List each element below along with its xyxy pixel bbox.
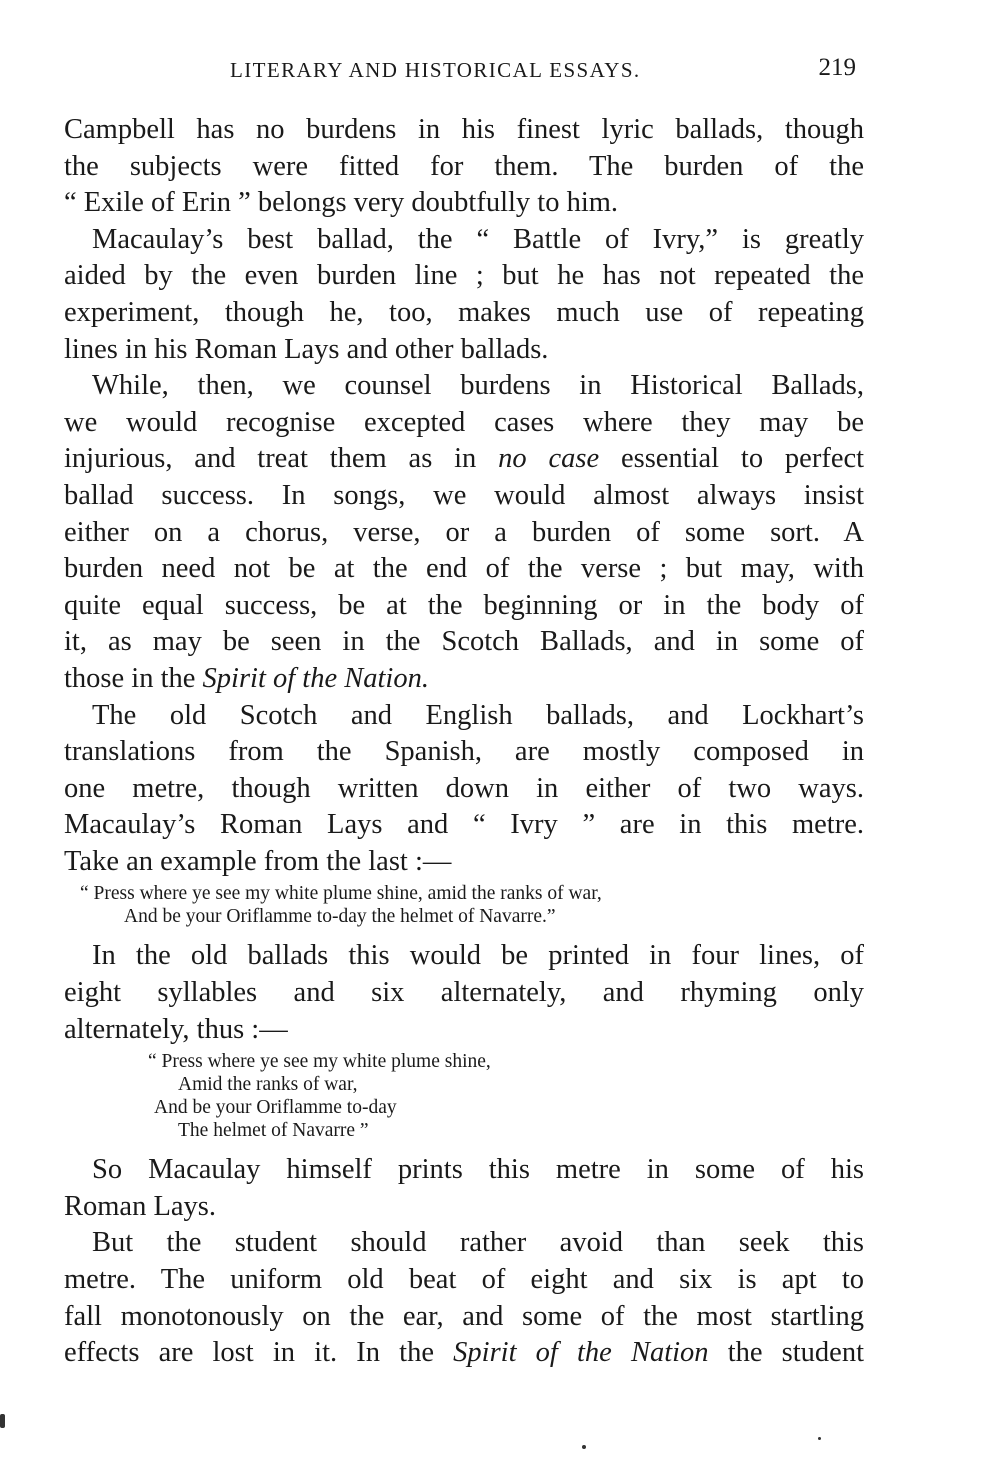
text-line-mixed: [64, 441, 864, 478]
text-line: metre. The uniform old beat of eight and six is apt to: [64, 1264, 864, 1296]
scan-speck: [818, 1437, 821, 1440]
text-line: So Macaulay himself prints this metre in some of his: [92, 1154, 864, 1186]
paragraph-metre: [64, 698, 864, 881]
text-line: “ Exile of Erin ” belongs very doubtfully to him.: [64, 187, 619, 219]
text-line: Macaulay’s best ballad, the “ Battle of Ivry,” is greatly: [92, 223, 864, 255]
quote-line: And be your Oriflamme to-day: [154, 1097, 397, 1119]
text-line: eight syllables and six alternately, and rhyming only: [64, 977, 864, 1009]
scan-speck: [582, 1445, 586, 1449]
text-line: alternately, thus :—: [64, 1013, 288, 1045]
text-line: translations from the Spanish, are mostly composed in: [64, 736, 864, 768]
italic-spirit-of-the-nation: Spirit of the Nation.: [202, 662, 429, 694]
text-segment: effects are lost in it. In the: [64, 1337, 434, 1369]
italic-spirit-of-the-nation: Spirit of the Nation: [453, 1337, 709, 1369]
text-line: Take an example from the last :—: [64, 845, 452, 877]
paragraph-macaulay: [64, 222, 864, 368]
text-line: the subjects were fitted for them. The burden of the: [64, 150, 864, 182]
paragraph-student: [64, 1225, 864, 1371]
text-line: But the student should rather avoid than seek this: [92, 1227, 864, 1259]
paragraph-old-ballads: [64, 938, 864, 1048]
running-head: LITERARY AND HISTORICAL ESSAYS.: [230, 58, 641, 82]
text-line: Campbell has no burdens in his finest lyric ballads, though: [64, 114, 864, 145]
text-line: aided by the even burden line ; but he has not repeated the: [64, 260, 864, 292]
quote-line: “ Press where ye see my white plume shine, amid the ranks of war,: [80, 883, 602, 905]
quote-four-lines: [148, 1050, 864, 1142]
quote-two-lines: [80, 882, 864, 928]
scan-speck: [0, 1414, 5, 1428]
quote-line: The helmet of Navarre ”: [178, 1120, 369, 1142]
italic-no-case: no case: [498, 443, 600, 475]
body-text: [64, 112, 864, 1372]
page-number: 219: [818, 54, 856, 81]
paragraph-macaulay-prints: [64, 1152, 864, 1225]
text-segment: injurious, and treat them as in: [64, 443, 477, 475]
text-line: burden need not be at the end of the verse ; but may, with: [64, 553, 864, 585]
text-line: it, as may be seen in the Scotch Ballads, and in some of: [64, 626, 864, 658]
text-line: ballad success. In songs, we would almost always insist: [64, 479, 864, 511]
text-line: While, then, we counsel burdens in Historical Ballads,: [92, 370, 864, 402]
text-line: either on a chorus, verse, or a burden of some sort. A: [64, 516, 864, 548]
text-line: lines in his Roman Lays and other ballads.: [64, 333, 549, 365]
quote-line: Amid the ranks of war,: [178, 1074, 358, 1096]
text-line-mixed: [64, 661, 864, 698]
text-line: Macaulay’s Roman Lays and “ Ivry ” are in this metre.: [64, 809, 864, 841]
text-line: In the old ballads this would be printed in four lines, of: [92, 940, 864, 972]
quote-line: “ Press where ye see my white plume shine,: [148, 1051, 491, 1073]
text-line: one metre, though written down in either of two ways.: [64, 772, 864, 804]
quote-line: And be your Oriflamme to-day the helmet of Navarre.”: [124, 906, 556, 928]
text-line: The old Scotch and English ballads, and Lockhart’s: [92, 699, 864, 731]
paragraph-campbell: [64, 112, 864, 222]
text-segment: the student: [727, 1337, 864, 1369]
text-line: Roman Lays.: [64, 1190, 216, 1222]
text-line-mixed: [64, 1335, 864, 1372]
page-header: [230, 54, 870, 88]
text-line: we would recognise excepted cases where they may be: [64, 406, 864, 438]
text-line: experiment, though he, too, makes much use of repeating: [64, 296, 864, 328]
text-segment: those in the: [64, 662, 196, 694]
text-line: fall monotonously on the ear, and some of the most startling: [64, 1300, 864, 1332]
text-line: quite equal success, be at the beginning or in the body of: [64, 589, 864, 621]
paragraph-burdens: [64, 368, 864, 697]
text-segment: essential to perfect: [620, 443, 865, 475]
